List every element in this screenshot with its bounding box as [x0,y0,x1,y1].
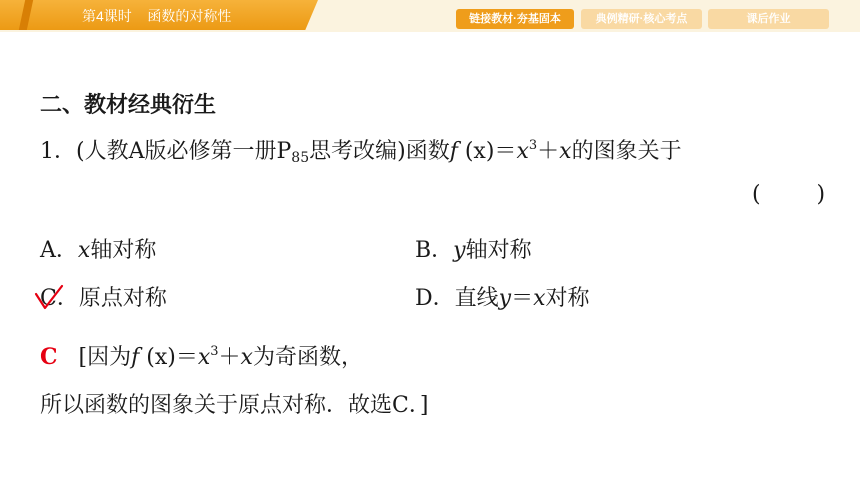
option-d-y: y [498,286,512,311]
tab-core-examples[interactable]: 典例精研·核心考点 [581,9,702,29]
option-c-letter: C． [40,286,79,311]
func-arg: (x)＝ [457,139,517,164]
option-b-letter: B． [415,238,454,263]
option-d-pre: 直线 [454,286,499,311]
option-d-text: 对称 [545,286,590,311]
option-d[interactable] [415,281,590,312]
section-heading: 二、教材经典衍生 [40,93,217,118]
question-tail: 的图象关于 [571,139,682,164]
answer-blank: ( ) [752,182,826,207]
func-f: f [449,139,458,164]
answer-post: 为奇函数， [252,345,363,370]
question-number: 1． [40,139,76,164]
top-nav-bar [0,0,860,32]
option-c-text: 原点对称 [78,286,167,311]
option-a[interactable] [40,233,156,264]
option-b-text: 轴对称 [465,238,532,263]
option-a-text: 轴对称 [90,238,157,263]
answer-letter: C [40,344,58,370]
var-x: x [516,139,529,164]
page-subscript: 85 [291,150,310,166]
answer-line-1 [40,340,363,371]
answer-exponent: 3 [210,344,219,359]
option-d-x: x [533,286,546,311]
option-b[interactable] [415,233,532,264]
lesson-title: 第4课时 函数的对称性 [82,8,232,24]
question-source-tail: 思考改编)函数 [309,139,450,164]
answer-fx: (x)＝ [139,345,198,370]
tab-textbook-basics[interactable]: 链接教材·夯基固本 [456,9,574,29]
answer-x-2: x [240,345,253,370]
question-stem [40,134,682,166]
option-d-eq: ＝ [511,286,534,311]
answer-plus: ＋ [218,345,241,370]
option-a-letter: A． [40,238,78,263]
answer-x: x [197,345,211,370]
answer-f: f [131,345,140,370]
plus-sign: ＋ [537,139,560,164]
answer-pre: [因为 [57,345,132,370]
option-a-var: x [77,238,91,263]
tab-homework[interactable]: 课后作业 [708,9,829,29]
checkmark-icon [34,284,64,310]
answer-line-2: 所以函数的图象关于原点对称．故选C．] [40,393,429,418]
exponent: 3 [528,138,538,153]
var-x-2: x [559,139,572,164]
question-source: (人教A版必修第一册P [76,139,292,164]
option-d-letter: D． [415,286,455,311]
option-b-var: y [453,238,466,263]
